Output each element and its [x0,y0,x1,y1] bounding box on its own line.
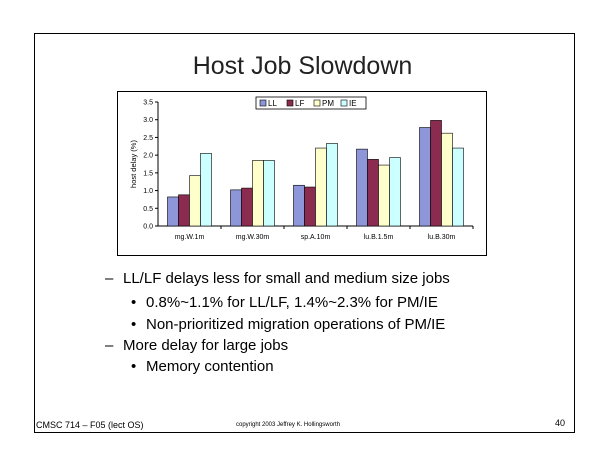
bar-pm [253,160,264,226]
legend-label-ll: LL [268,99,277,108]
y-tick-label: 3.5 [143,99,153,107]
footer-copyright: copyright 2003 Jeffrey K. Hollingsworth [236,422,340,428]
bar-ll [420,128,431,226]
bar-ie [264,160,275,226]
x-tick-label: lu.B.30m [427,234,456,241]
dot-marker: • [131,316,137,333]
bar-ie [327,143,338,226]
dot-marker: • [131,358,137,375]
legend-swatch-ie [341,100,347,106]
bullet-text: Memory contention [146,358,274,375]
y-axis-label: host delay (%) [129,140,138,188]
bullet-text: LL/LF delays less for small and medium size jobs [123,270,450,287]
legend-swatch-lf [287,100,293,106]
bar-ie [453,148,464,226]
legend-label-pm: PM [322,99,334,108]
y-tick-label: 2.5 [143,134,153,142]
x-tick-label: sp.A.10m [300,234,331,241]
x-tick-label: mg.W.30m [235,234,270,241]
bar-pm [316,148,327,226]
bar-lf [179,195,190,226]
x-tick-label: mg.W.1m [174,234,205,241]
bar-lf [431,120,442,226]
page-number: 40 [555,418,566,428]
bullet-text: Non-prioritized migration operations of PM/IE [146,316,446,333]
dot-marker: • [131,294,137,311]
y-tick-label: 2.0 [143,152,153,160]
bar-lf [368,159,379,226]
bar-ie [201,153,212,226]
y-tick-label: 1.0 [143,188,153,196]
legend-label-lf: LF [295,99,305,108]
bar-pm [379,165,390,226]
x-tick-label: lu.B.1.5m [363,234,394,241]
dash-marker: – [105,270,114,287]
slide-title: Host Job Slowdown [192,52,413,80]
y-tick-label: 3.0 [143,117,153,125]
y-tick-label: 0.0 [143,223,153,231]
bar-ie [390,158,401,226]
bar-chart [118,92,486,255]
bar-ll [294,185,305,226]
bar-pm [190,176,201,226]
chart-container [117,91,487,256]
bar-ll [231,190,242,226]
bullet-text: 0.8%~1.1% for LL/LF, 1.4%~2.3% for PM/IE [146,294,438,311]
y-tick-label: 1.5 [143,170,153,178]
bar-lf [242,188,253,226]
bar-lf [305,187,316,226]
bar-ll [168,197,179,226]
y-tick-label: 0.5 [143,205,153,213]
legend-swatch-pm [314,100,320,106]
footer-course: CMSC 714 – F05 (lect OS) [36,420,144,430]
bar-pm [442,133,453,226]
dash-marker: – [105,337,114,354]
legend-label-ie: IE [349,99,357,108]
bullet-text: More delay for large jobs [123,337,289,354]
legend-swatch-ll [260,100,266,106]
bar-ll [357,149,368,226]
